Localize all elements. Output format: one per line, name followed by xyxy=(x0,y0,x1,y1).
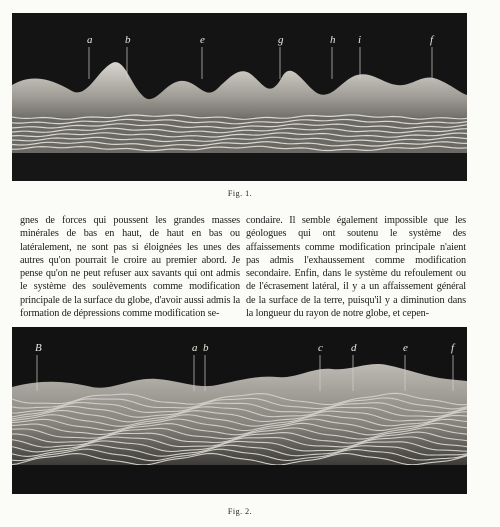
marker-label-g: g xyxy=(278,34,284,46)
marker-label-e: e xyxy=(403,342,408,354)
marker-label-d: d xyxy=(351,342,357,354)
figure-1-caption: Fig. 1. xyxy=(227,189,253,198)
marker-label-b: b xyxy=(125,34,131,46)
marker-label-f: f xyxy=(451,342,455,354)
marker-label-a: a xyxy=(87,34,93,46)
marker-label-h: h xyxy=(330,34,336,46)
marker-label-a: a xyxy=(192,342,198,354)
marker-label-i: i xyxy=(358,34,362,46)
figure-2-image xyxy=(12,327,467,494)
marker-label-e: e xyxy=(200,34,205,46)
left-text-column: gnes de forces qui poussent les grandes masses minérales de bas en haut, de haut en bas ou latéralement, ne sont pas si éloignées les unes des autres qu'on pourrait le croire au premier abord. Je pense qu'on ne peut refuser aux savants qui ont admis le système des soulèvements comme modification principale de la surface du globe, d'avoir aussi admis la formation de dépressions comme modification se- xyxy=(20,215,240,320)
figure-2-photograph xyxy=(12,327,467,494)
marker-label-b: b xyxy=(203,342,209,354)
marker-label-B: B xyxy=(35,342,42,354)
marker-label-f: f xyxy=(430,34,434,46)
figure-1-image xyxy=(12,13,467,181)
right-text-column: condaire. Il semble également impossible que les géologues qui ont soutenu le système des affaissements comme modification principale n'aient pas admis l'exhaussement comme modification secondaire. Enfin, dans le système du refoulement ou de l'écrasement latéral, il y a un affaissement général de la surface de la terre, puisqu'il y a diminution dans la longueur du rayon de notre globe, et cepen- xyxy=(246,215,466,320)
figure-1-photograph xyxy=(12,13,467,181)
figure-2-caption: Fig. 2. xyxy=(227,507,253,516)
marker-label-c: c xyxy=(318,342,323,354)
